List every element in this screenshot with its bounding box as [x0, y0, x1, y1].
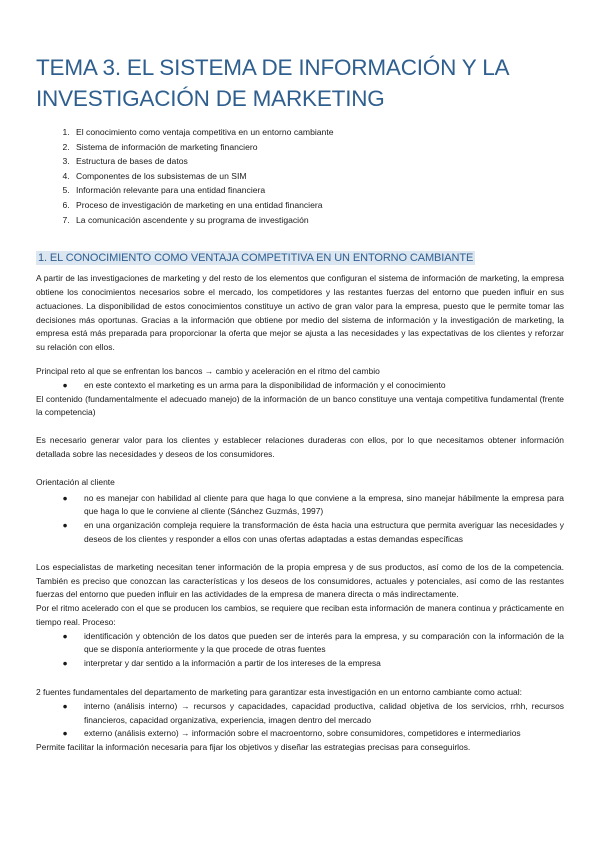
list-item: [62, 379, 564, 393]
table-of-contents: [36, 125, 564, 227]
bullet-icon: ●: [62, 728, 68, 739]
list-item-text: identificación y obtención de los datos que pueden ser de interés para la empresa, y su comparación con la información de la que se disponía anteriormente y la que procede de otras fuentes: [84, 630, 564, 655]
paragraph: Orientación al cliente: [36, 476, 115, 487]
bullet-icon: ●: [62, 700, 68, 711]
bullet-list: [36, 492, 564, 547]
list-item-text: no es manejar con habilidad al cliente para que haga lo que conviene a la empresa, sino manejar hábilmente la empresa para que haga lo que le conviene al cliente (Sánchez Guzmás, 1997): [84, 492, 564, 517]
toc-item: 6. Proceso de investigación de marketing en una entidad financiera: [72, 198, 564, 213]
paragraph: Permite facilitar la información necesaria para fijar los objetivos y diseñar las estrategias precisas para conseguirlos.: [36, 742, 471, 753]
list-item-text: interno (análisis interno) → recursos y capacidades, capacidad productiva, calidad objetiva de los servicios, rrhh, recursos financieros, capacidad organizativa, experiencia, imagen dentro del mercado: [84, 700, 564, 725]
section-heading: 1. EL CONOCIMIENTO COMO VENTAJA COMPETITIVA EN UN ENTORNO CAMBIANTE: [38, 252, 474, 265]
paragraph: Principal reto al que se enfrentan los bancos → cambio y aceleración en el ritmo del cambio: [36, 365, 380, 376]
paragraph: A partir de las investigaciones de marketing y del resto de los elementos que configuran el sistema de información de marketing, la empresa obtiene los conocimientos necesarios sobre el mercado, los competidores y las restantes fuerzas del entorno que pueden influir en sus actuaciones. La disponibilidad de estos conocimientos constituye un activo de gran valor para la empresa, puesto que le permite tomar las decisiones más oportunas. Gracias a la información que obtiene por medio del sistema de información y la investigación de marketing, la empresa está más preparada para proporcionar la oferta que mejor se ajusta a las necesidades y las expectativas de los clientes y reforzar su relación con ellos.: [36, 273, 564, 353]
document-title: TEMA 3. EL SISTEMA DE INFORMACIÓN Y LA INVESTIGACIÓN DE MARKETING: [36, 55, 509, 111]
bullet-icon: ●: [62, 520, 68, 531]
list-item-text: externo (análisis externo) → información sobre el macroentorno, sobre consumidores, competidores e intermediarios: [84, 728, 521, 739]
toc-item: 5. Información relevante para una entidad financiera: [72, 183, 564, 198]
list-item-text: en una organización compleja requiere la transformación de ésta hacia una estructura que permita averiguar las necesidades y deseos de los clientes y responder a ellos con unas ofertas adaptadas a estas demandas específicas: [84, 520, 564, 544]
bullet-icon: ●: [62, 379, 68, 390]
toc-item: 1. El conocimiento como ventaja competitiva en un entorno cambiante: [72, 125, 564, 140]
list-item-text: en este contexto el marketing es un arma para la disponibilidad de información y el conocimiento: [84, 379, 446, 390]
list-item: [62, 519, 564, 547]
paragraph: 2 fuentes fundamentales del departamento de marketing para garantizar esta investigación en un entorno cambiante como actual:: [36, 687, 522, 698]
list-item: [62, 630, 564, 658]
paragraph: El contenido (fundamentalmente el adecuado manejo) de la información de un banco constituye una ventaja competitiva fundamental (frente la competencia): [36, 393, 564, 418]
list-item: [62, 727, 564, 741]
toc-item: 3. Estructura de bases de datos: [72, 154, 564, 169]
toc-item: 4. Componentes de los subsistemas de un SIM: [72, 169, 564, 184]
bullet-list: [36, 379, 564, 393]
bullet-list: [36, 700, 564, 741]
paragraph: Los especialistas de marketing necesitan tener información de la propia empresa y de sus productos, así como de los de la competencia. También es preciso que conozcan las características y los deseos de los consumidores, actuales y potenciales, así como de las restantes fuerzas del entorno que pueden influir en las actividades de la empresa de manera directa o más indirectamente.: [36, 561, 564, 600]
list-item-text: interpretar y dar sentido a la información a partir de los intereses de la empresa: [84, 658, 381, 669]
bullet-icon: ●: [62, 658, 68, 669]
list-item: [62, 657, 564, 671]
list-item: [62, 492, 564, 520]
toc-item: 7. La comunicación ascendente y su programa de investigación: [72, 213, 564, 228]
list-item: [62, 700, 564, 728]
bullet-icon: ●: [62, 492, 68, 503]
bullet-icon: ●: [62, 630, 68, 641]
paragraph: Es necesario generar valor para los clientes y establecer relaciones duraderas con ellos, por lo que necesitamos obtener información detallada sobre las necesidades y deseos de los consumidores.: [36, 435, 564, 459]
bullet-list: [36, 630, 564, 671]
paragraph: Por el ritmo acelerado con el que se producen los cambios, se requiere que reciban esta información de manera continua y prácticamente en tiempo real. Proceso:: [36, 603, 564, 627]
toc-item: 2. Sistema de información de marketing financiero: [72, 140, 564, 155]
